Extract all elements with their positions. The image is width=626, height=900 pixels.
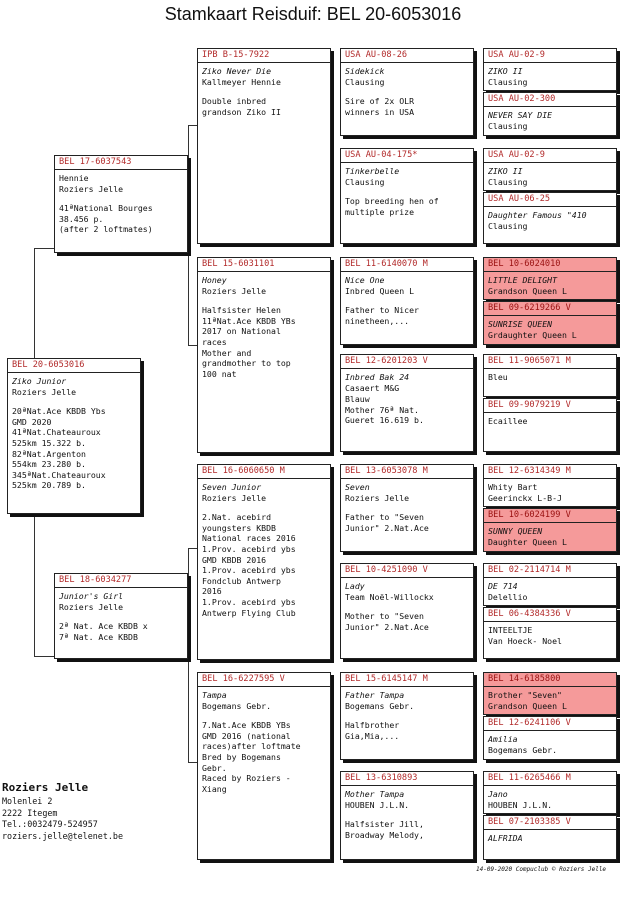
owner: Inbred Queen L [345,285,415,296]
ring-number: USA AU-04-175* [341,150,473,163]
owner: Whity Bart Geerinckx L-B-J [488,482,562,503]
notes: Halfsister Helen 11ªNat.Ace KBDB YBs 2017 on National races Mother and grandmother to top 100 nat [202,305,296,379]
pedigree-card-g13 [483,672,617,715]
pigeon-name: Honey [202,275,227,285]
breeder-city: 2222 Itegem [2,807,58,818]
notes: 41ªNational Bourges 38.456 p. (after 2 loftmates) [59,203,153,235]
pigeon-name: Ziko Never Die [202,66,272,76]
connector-line [34,656,54,657]
ring-number: USA AU-02-9 [484,150,616,163]
pigeon-name: Daughter Famous "410 [488,210,587,220]
pedigree-card-fm [197,257,331,453]
pigeon-name: DE 714 [488,581,518,591]
pigeon-name: Seven [345,482,370,492]
owner: Clausing [488,120,528,131]
pedigree-card-ffm [340,148,474,244]
pedigree-card-mm [197,672,331,860]
owner: Team Noël-Willockx [345,591,434,602]
ring-number: BEL 06-4384336 V [484,609,616,622]
pedigree-card-g6 [483,301,617,345]
notes: 20ªNat.Ace KBDB Ybs GMD 2020 41ªNat.Chateauroux 525km 15.322 b. 82ªNat.Argenton 554km 23.280 b. 345ªNat.Chateauroux 525km 20.789 b. [12,406,106,491]
pigeon-name: ALFRIDA [488,833,523,843]
notes: Sire of 2x OLR winners in USA [345,96,415,117]
pedigree-card-g3 [483,148,617,191]
pedigree-card-mmm [340,771,474,860]
ring-number: BEL 09-6219266 V [484,303,616,316]
pedigree-card-g8 [483,398,617,452]
ring-number: BEL 20-6053016 [8,360,140,373]
owner: Clausing [488,220,528,231]
pedigree-card-mmf [340,672,474,760]
page-title: Stamkaart Reisduif: BEL 20-6053016 [164,4,462,24]
pedigree-card-g1 [483,48,617,91]
pedigree-card-g16 [483,815,617,860]
pedigree-card-sire [54,155,188,253]
ring-number: USA AU-08-26 [341,50,473,63]
pedigree-card-g4 [483,192,617,244]
pigeon-name: SUNRISE QUEEN [488,319,553,329]
notes: Father to Nicer ninetheen,... [345,305,419,326]
pedigree-card-g2 [483,92,617,136]
ring-number: BEL 10-6024199 V [484,510,616,523]
pigeon-name: Tampa [202,690,227,700]
ring-number: BEL 13-6310893 [341,773,473,786]
owner: Roziers Jelle [12,386,77,397]
owner: Delellio [488,591,528,602]
pigeon-name: Mother Tampa [345,789,405,799]
notes: 2.Nat. acebird youngsters KBDB National races 2016 1.Prov. acebird ybs GMD KBDB 2016 1.Prov. acebird ybs Fondclub Antwerp 2016 1.Prov. acebird ybs Antwerp Flying Club [202,512,296,618]
pedigree-card-fff [340,48,474,136]
pigeon-name: ZIKO II [488,166,523,176]
ring-number: BEL 11-9065071 M [484,356,616,369]
breeder-email: roziers.jelle@telenet.be [2,830,124,841]
ring-number: BEL 02-2114714 M [484,565,616,578]
ring-number: BEL 09-9079219 V [484,400,616,413]
owner: HOUBEN J.L.N. [488,799,553,810]
connector-line [188,345,197,346]
owner: Grandson Queen L [488,285,567,296]
notes: 7.Nat.Ace KBDB YBs GMD 2016 (national races)after loftmate Bred by Bogemans Gebr. Raced by Roziers - Xiang [202,720,301,794]
ring-number: BEL 14-6185800 [484,674,616,687]
pedigree-card-ff [197,48,331,244]
connector-line [188,125,197,126]
owner: Bleu [488,372,508,382]
owner: Clausing [345,176,385,187]
connector-line [188,125,189,345]
ring-number: BEL 10-6024010 [484,259,616,272]
owner: Brother "Seven" Grandson Queen L [488,690,567,711]
pigeon-name: Seven Junior [202,482,262,492]
pigeon-name: NEVER SAY DIE [488,110,553,120]
owner: Clausing [488,176,528,187]
connector-line [34,248,54,249]
pedigree-card-g7 [483,354,617,397]
ring-number: BEL 11-6265466 M [484,773,616,786]
ring-number: BEL 13-6053078 M [341,466,473,479]
owner: Roziers Jelle [202,285,267,296]
owner: Roziers Jelle [345,492,410,503]
pigeon-name: SUNNY QUEEN [488,526,543,536]
ring-number: BEL 16-6227595 V [198,674,330,687]
owner: Daughter Queen L [488,536,567,547]
owner: HOUBEN J.L.N. [345,799,410,810]
notes: Halfsister Jill, Broadway Melody, [345,819,424,840]
pigeon-name: Sidekick [345,66,385,76]
connector-line [34,510,35,656]
pedigree-card-mff [340,464,474,552]
pigeon-name: Amilia [488,734,518,744]
pigeon-name: Lady [345,581,365,591]
breeder-contact [2,780,123,842]
pigeon-name: Junior's Girl [59,591,124,601]
notes: Mother to "Seven Junior" 2.Nat.Ace [345,611,429,632]
owner: Bogemans Gebr. [345,700,415,711]
pigeon-name: Inbred Bak 24 [345,372,410,382]
ring-number: BEL 11-6140070 M [341,259,473,272]
ring-number: USA AU-06-25 [484,194,616,207]
ring-number: BEL 15-6031101 [198,259,330,272]
ring-number: BEL 10-4251090 V [341,565,473,578]
connector-line [188,762,197,763]
ring-number: BEL 18-6034277 [55,575,187,588]
ring-number: USA AU-02-9 [484,50,616,63]
connector-line [188,548,189,762]
pedigree-card-subject [7,358,141,514]
pedigree-card-dam [54,573,188,659]
owner: Casaert M&G [345,382,400,393]
pedigree-card-fmf [340,257,474,345]
notes: Blauw Mother 76ª Nat. Gueret 16.619 b. [345,394,424,426]
ring-number: IPB B-15-7922 [198,50,330,63]
pedigree-card-g9 [483,464,617,507]
owner: Hennie Roziers Jelle [59,173,124,194]
notes: Double inbred grandson Ziko II [202,96,281,117]
owner: Grdaughter Queen L [488,329,577,340]
pedigree-card-g5 [483,257,617,300]
pigeon-name: LITTLE DELIGHT [488,275,558,285]
ring-number: BEL 12-6241106 V [484,718,616,731]
owner: Roziers Jelle [59,601,124,612]
pedigree-card-g15 [483,771,617,814]
owner: Clausing [488,76,528,87]
pigeon-name: Jano [488,789,508,799]
ring-number: BEL 15-6145147 M [341,674,473,687]
owner: Bogemans Gebr. [488,744,558,755]
pigeon-name: Tinkerbelle [345,166,400,176]
owner: Bogemans Gebr. [202,700,272,711]
ring-number: USA AU-02-300 [484,94,616,107]
owner: Kallmeyer Hennie [202,76,281,87]
ring-number: BEL 12-6314349 M [484,466,616,479]
connector-line [188,548,197,549]
pigeon-name: Father Tampa [345,690,405,700]
breeder-phone: Tel.:0032479-524957 [2,819,98,830]
owner: Clausing [345,76,385,87]
notes: Father to "Seven Junior" 2.Nat.Ace [345,512,429,533]
pedigree-card-g11 [483,563,617,606]
breeder-street: Molenlei 2 [2,796,53,806]
ring-number: BEL 16-6060650 M [198,466,330,479]
notes: Halfbrother Gia,Mia,... [345,720,400,741]
pedigree-card-mfm [340,563,474,659]
ring-number: BEL 17-6037543 [55,157,187,170]
pedigree-card-g12 [483,607,617,659]
pigeon-name: ZIKO II [488,66,523,76]
pedigree-card-fmm [340,354,474,452]
connector-line [34,248,35,360]
footer-credit: 14-09-2020 Compuclub © Roziers Jelle [476,866,607,873]
breeder-name: Roziers Jelle [2,781,89,794]
pedigree-card-mf [197,464,331,660]
pedigree-card-g10 [483,508,617,552]
notes: 2ª Nat. Ace KBDB x 7ª Nat. Ace KBDB [59,621,148,642]
ring-number: BEL 07-2103385 V [484,817,616,830]
pigeon-name: Nice One [345,275,385,285]
ring-number: BEL 12-6201203 V [341,356,473,369]
owner: Roziers Jelle [202,492,267,503]
owner: INTEELTJE Van Hoeck- Noel [488,625,562,646]
pigeon-name: Ziko Junior [12,376,67,386]
owner: Ecaillee [488,416,528,426]
notes: Top breeding hen of multiple prize [345,196,439,217]
pedigree-card-g14 [483,716,617,760]
